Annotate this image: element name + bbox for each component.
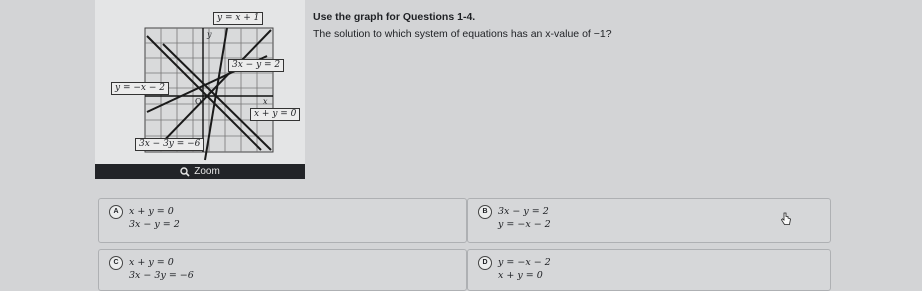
choice-letter: B	[478, 205, 492, 219]
choice-eq-2: 3x − 3y = −6	[129, 270, 194, 281]
choice-b[interactable]	[467, 198, 831, 243]
label-3x-minus-y-eq-2: 3x − y = 2	[228, 59, 284, 72]
choice-d[interactable]	[467, 249, 831, 291]
choice-equations	[129, 256, 194, 282]
choice-eq-2: 3x − y = 2	[129, 219, 180, 230]
choice-c[interactable]	[98, 249, 467, 291]
choice-equations	[498, 205, 551, 231]
magnifier-icon	[180, 167, 190, 177]
choice-eq-2: y = −x − 2	[498, 219, 551, 230]
label-3x-minus-3y-eq-neg6: 3x − 3y = −6	[135, 138, 204, 151]
choice-eq-1: x + y = 0	[129, 257, 174, 268]
choice-a[interactable]	[98, 198, 467, 243]
pointer-cursor-icon	[779, 212, 793, 226]
choice-equations	[129, 205, 180, 231]
label-y-eq-neg-x-minus-2: y = −x − 2	[111, 82, 169, 95]
choice-letter: A	[109, 205, 123, 219]
zoom-label: Zoom	[194, 166, 220, 177]
question-text: The solution to which system of equations has an x-value of −1?	[313, 28, 612, 40]
choice-eq-1: y = −x − 2	[498, 257, 551, 268]
instructions-title: Use the graph for Questions 1-4.	[313, 11, 476, 23]
choice-eq-2: x + y = 0	[498, 270, 543, 281]
choice-eq-1: 3x − y = 2	[498, 206, 549, 217]
label-y-eq-x-plus-1: y = x + 1	[213, 12, 263, 25]
zoom-button[interactable]	[95, 164, 305, 179]
question-prompt	[313, 11, 612, 40]
y-axis-label: y	[207, 30, 212, 39]
x-axis-label: x	[263, 97, 268, 106]
choice-letter: C	[109, 256, 123, 270]
choice-eq-1: x + y = 0	[129, 206, 174, 217]
label-x-plus-y-eq-0: x + y = 0	[250, 108, 300, 121]
choice-equations	[498, 256, 551, 282]
choice-letter: D	[478, 256, 492, 270]
origin-label: O	[195, 97, 202, 106]
graph-panel	[95, 0, 305, 180]
